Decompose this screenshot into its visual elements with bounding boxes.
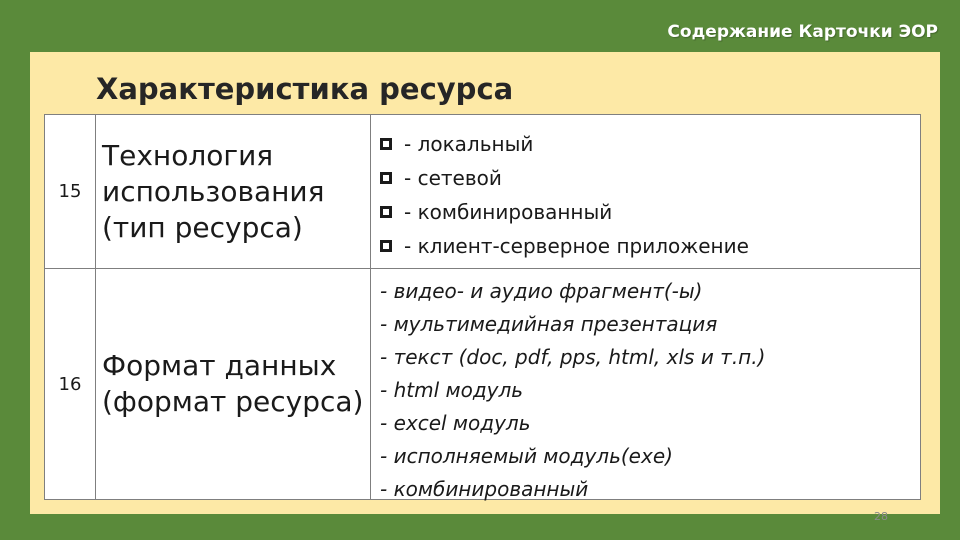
list-item: - текст (doc, pdf, pps, html, xls и т.п.): [380, 345, 766, 369]
list-item: [380, 229, 920, 263]
row-name: Технология использования (тип ресурса): [96, 115, 371, 268]
option-label: - сетевой: [404, 166, 502, 190]
list-item: [380, 195, 920, 229]
list-item: - excel модуль: [380, 411, 531, 435]
list-item: - комбинированный: [380, 477, 589, 501]
formats-list: [371, 269, 920, 499]
list-item: - исполняемый модуль(exe): [380, 444, 673, 468]
list-item: - html модуль: [380, 378, 524, 402]
list-item: [380, 127, 920, 161]
list-item: - видео- и аудио фрагмент(-ы): [380, 279, 703, 303]
characteristics-table: [44, 114, 921, 500]
table-row: [45, 269, 920, 499]
checkbox-bullet-icon: [380, 240, 392, 252]
row-name: Формат данных (формат ресурса): [96, 269, 371, 499]
checkbox-bullet-icon: [380, 206, 392, 218]
options-list: [371, 115, 920, 268]
checkbox-bullet-icon: [380, 172, 392, 184]
list-item: - мультимедийная презентация: [380, 312, 718, 336]
option-label: - клиент-серверное приложение: [404, 234, 749, 258]
section-title: Характеристика ресурса: [96, 72, 514, 106]
page-number: 28: [874, 510, 888, 523]
option-label: - локальный: [404, 132, 534, 156]
option-label: - комбинированный: [404, 200, 613, 224]
checkbox-bullet-icon: [380, 138, 392, 150]
slide-header-title: Содержание Карточки ЭОР: [667, 22, 938, 42]
table-row: [45, 115, 920, 269]
list-item: [380, 161, 920, 195]
row-number: 16: [45, 269, 96, 499]
row-number: 15: [45, 115, 96, 268]
